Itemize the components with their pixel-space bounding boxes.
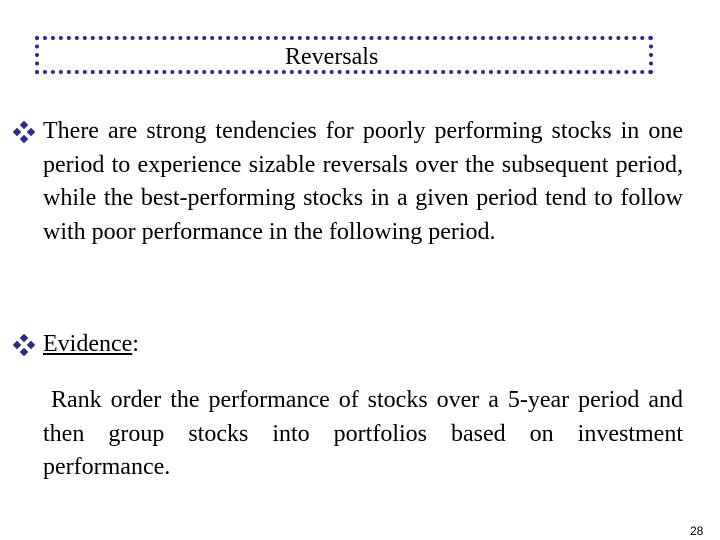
page-number: 28 xyxy=(690,524,704,538)
bullet-text-reversals: There are strong tendencies for poorly performing stocks in one period to experience sizable reversals over the subsequent period, while the best-performing stocks in a given period tend to follow with poor performance in the following period. xyxy=(43,118,683,245)
evidence-body-text: Rank order the performance of stocks over a 5-year period and then group stocks into portfolios based on investment performance. xyxy=(43,387,683,480)
four-diamond-bullet-icon xyxy=(10,331,38,359)
evidence-keyword: Evidence xyxy=(43,331,133,357)
four-diamond-bullet-icon xyxy=(10,118,38,146)
slide-title: Reversals xyxy=(285,44,379,70)
evidence-colon: : xyxy=(132,331,139,357)
evidence-heading xyxy=(43,328,139,362)
